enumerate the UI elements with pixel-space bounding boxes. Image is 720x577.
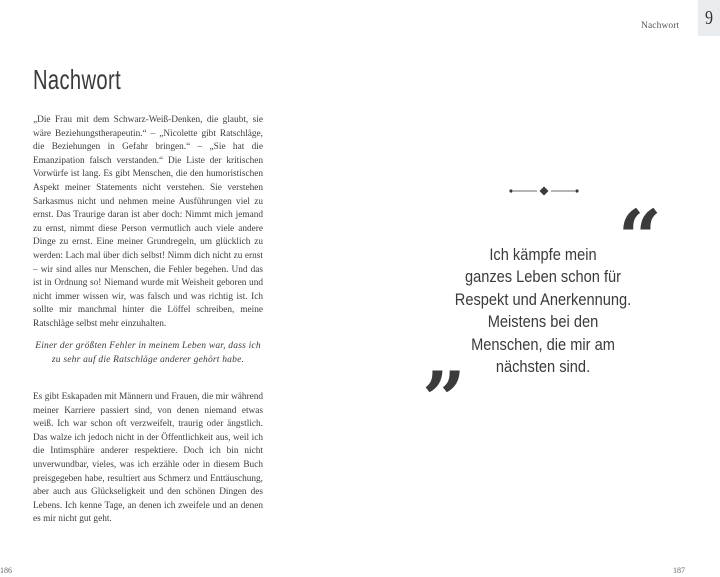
pull-quote-line: Menschen, die mir am [471,334,615,354]
pull-quote-line: Ich kämpfe mein [489,245,597,264]
inline-quote: Einer der größten Fehler in meinem Leben war, dass ich zu sehr auf die Ratschläge anderer gehört habe. [35,341,261,365]
chapter-title: Nachwort [33,64,122,95]
page-number-right: 187 [673,566,685,575]
running-header: Nachwort [641,21,680,31]
body-paragraph-1: „Die Frau mit dem Schwarz-Weiß-Denken, die glaubt, sie wäre Beziehungstherapeutin.“ – „Nicolette gibt Ratschläge, die Beziehungen in Gefahr bringen.“ – „Sie hat die Emanzipation falsch verstanden.“ Die Liste der kritischen Vorwürfe ist lang. Es gibt Menschen, die den humoristischen Aspekt meiner Statements nicht verstehen. Sie verstehen Sarkasmus nicht und nehmen meine Ausführungen viel zu ernst. Das Traurige daran ist aber doch: Nimmt mich jemand zu ernst, nimmt diese Person vermutlich auch viele andere Dinge zu ernst. Eine meiner Grundregeln, um glücklich zu werden: Lach mal über dich selbst! Nimm dich nicht zu ernst – wir sind alles nur Menschen, die Fehler begehen. Und das ist in Ordnung so! Niemand wurde mit Weisheit geboren und nicht immer wissen wir, was falsch und was richtig ist. Ich sollte mir manchmal hinter die Löffel schreiben, meine Ratschläge selbst mehr einzuhalten. [33,115,263,329]
pull-quote-line: Respekt und Anerkennung. [454,289,632,309]
ornament-divider [509,185,579,197]
body-paragraph-2: Es gibt Eskapaden mit Männern und Frauen, die mir während meiner Karriere passiert sind, von denen niemand etwas weiß. Ich war schon oft verzweifelt, traurig oder ängstlich. Das walze ich jedoch nicht in der Öffentlichkeit aus, weil ich die Intimsphäre anderer respektiere. Doch ich bin nicht unverwundbar, vieles, was ich erzähle oder in diesem Buch preisgegeben habe, resultiert aus Schmerz und Enttäuschung, aber auch aus Glückseligkeit und den schönen Dingen des Lebens. Ich kenne Tage, an denen ich zweifele und an denen es mir nicht gut geht. [33,392,263,525]
closing-quote-mark: ” [422,355,466,444]
chapter-tab [698,0,720,36]
page-number-left: 186 [0,566,12,575]
pull-quote-line: nächsten sind. [495,357,591,377]
chapter-number: 9 [705,6,713,29]
pull-quote-line: Meistens bei den [487,312,599,332]
opening-quote-mark: “ [618,193,662,282]
pull-quote-line: ganzes Leben schon für [464,267,622,287]
